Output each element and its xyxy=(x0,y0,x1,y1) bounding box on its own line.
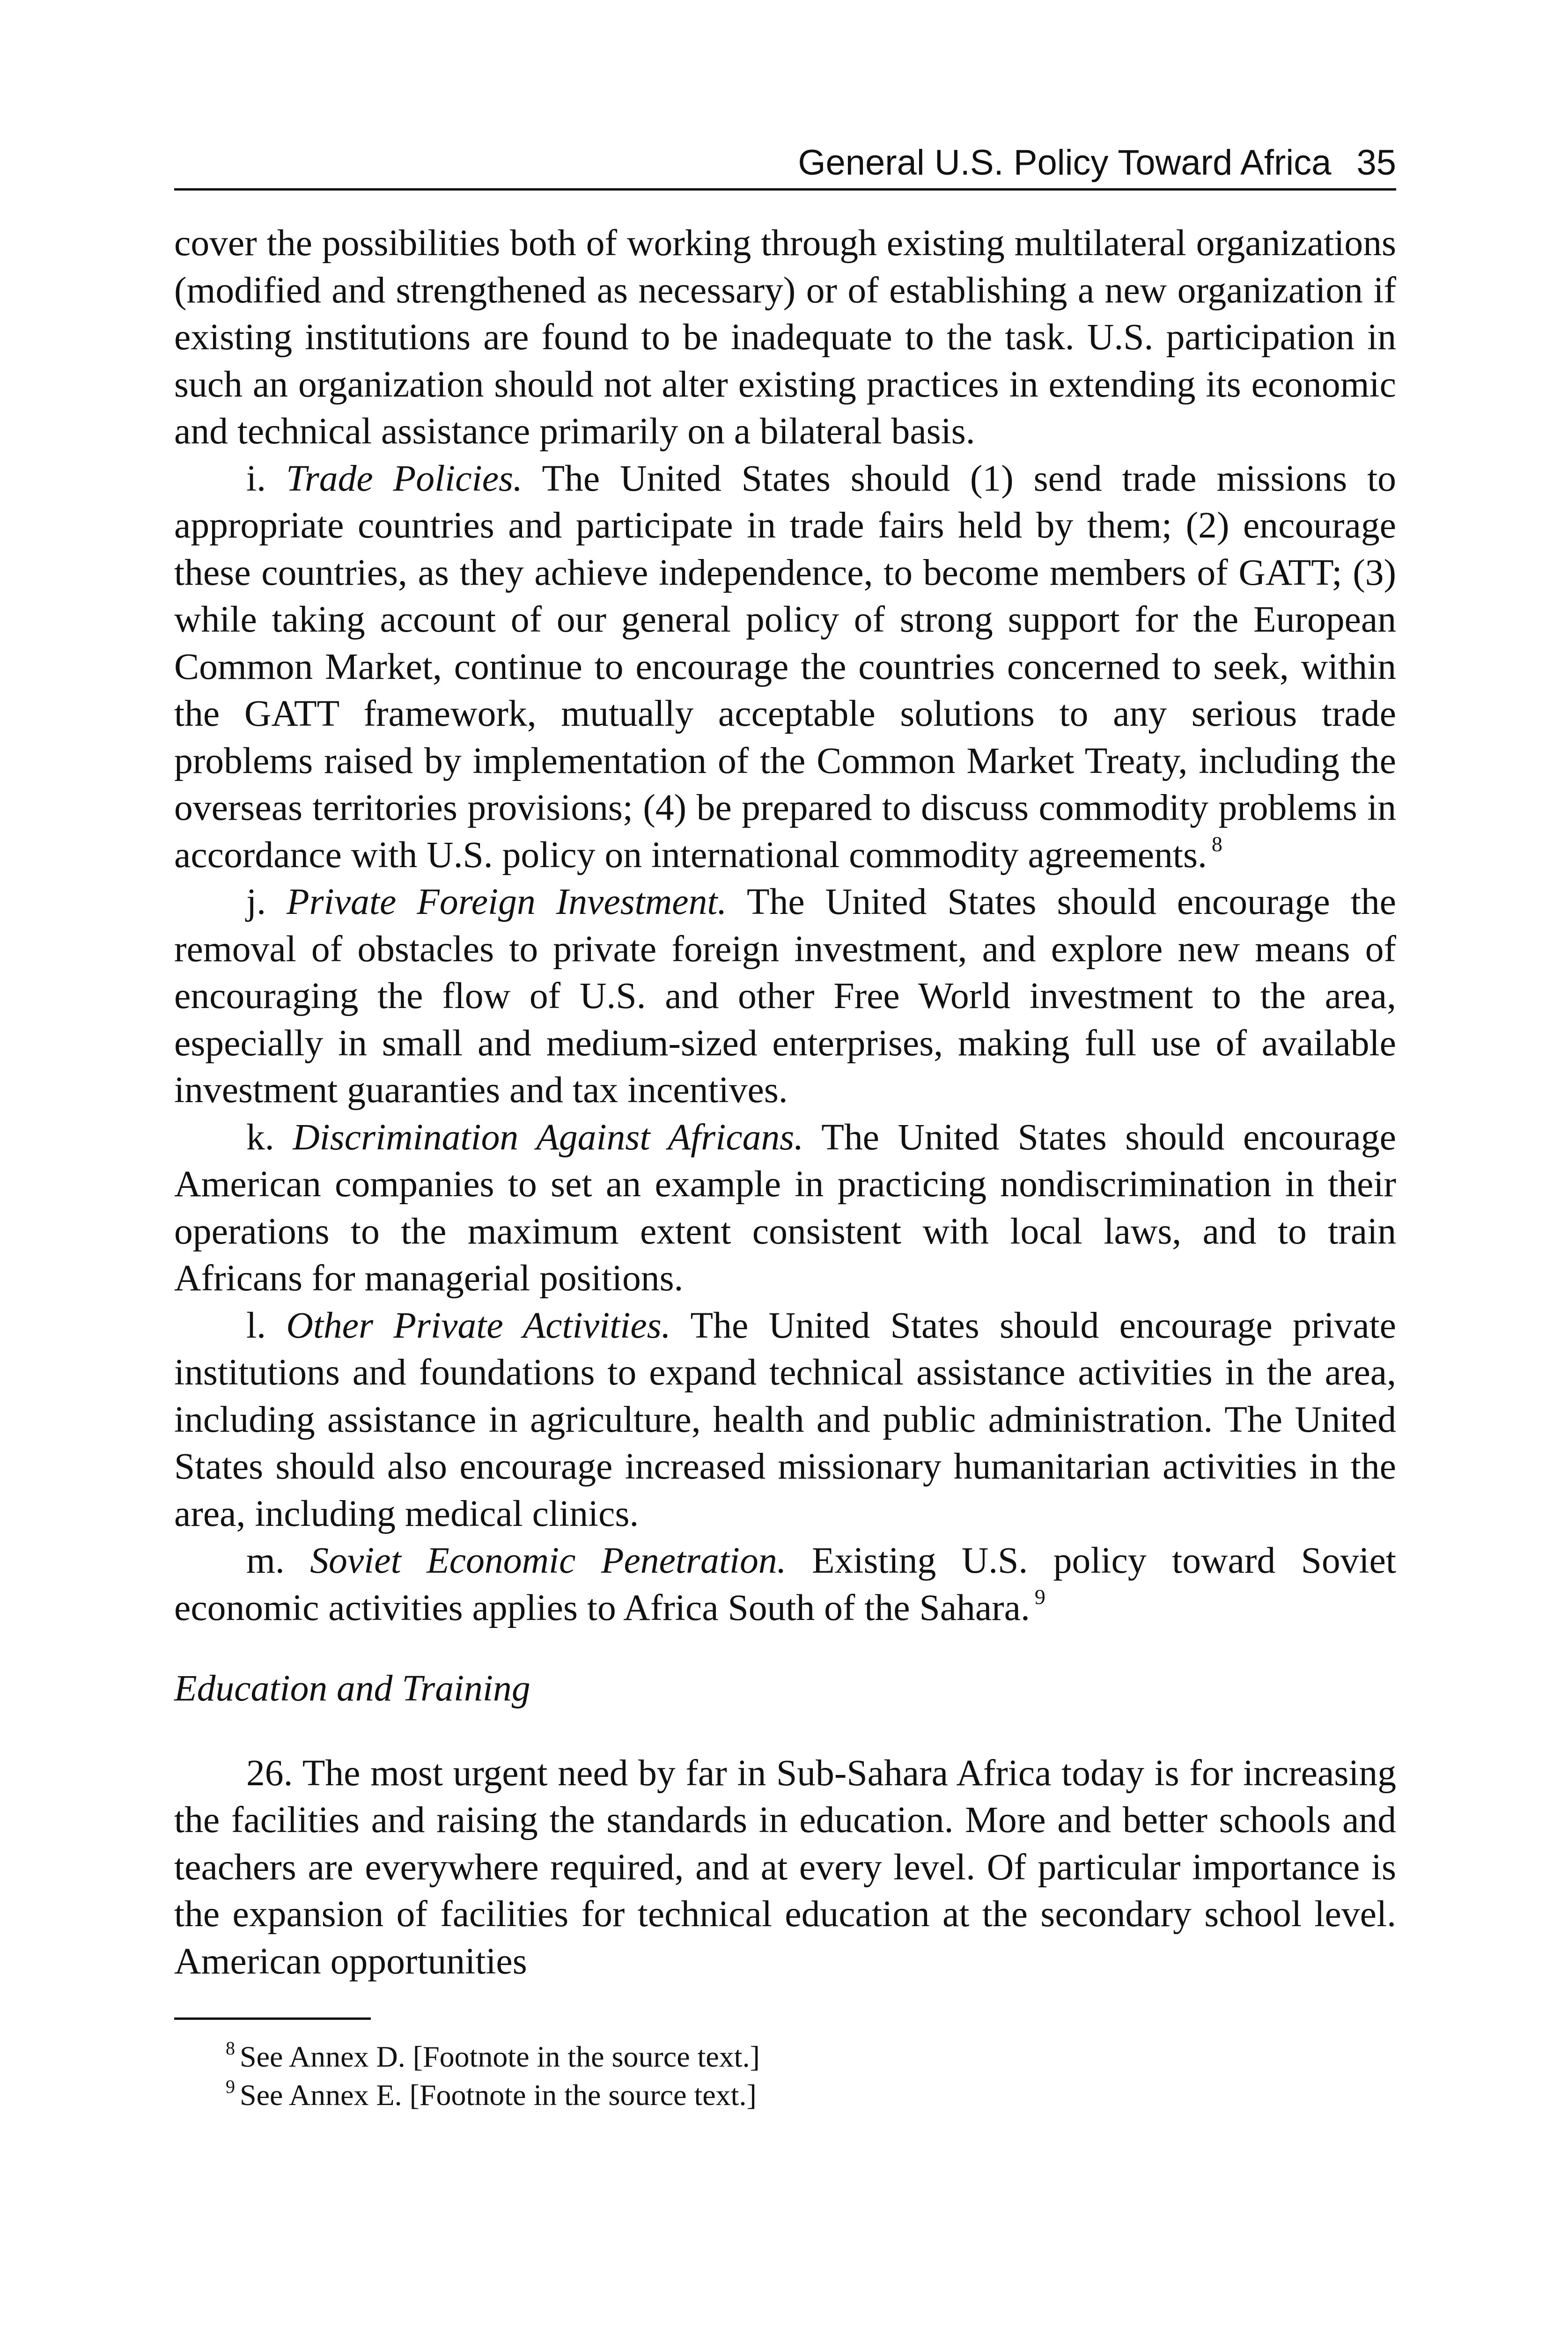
footnote-mark: 8 xyxy=(226,2038,235,2059)
paragraph-label: l. xyxy=(246,1304,266,1346)
footnote-reference: 8 xyxy=(1211,832,1222,856)
paragraph-soviet-economic-penetration xyxy=(174,1537,1396,1631)
paragraph-label: k. xyxy=(246,1116,274,1158)
document-page xyxy=(174,140,1396,2114)
paragraph-heading: Discrimination Against Africans. xyxy=(293,1116,804,1158)
paragraph-text: Existing U.S. policy toward Soviet economic activities applies to Africa South of the Sahara. xyxy=(174,1540,1396,1628)
footnote-divider xyxy=(174,2017,371,2020)
paragraph-other-private-activities xyxy=(174,1302,1396,1538)
footnote-reference: 9 xyxy=(1034,1584,1045,1609)
paragraph-text: 26. The most urgent need by far in Sub-Sahara Africa today is for increasing the facilities and raising the standards in education. More and better schools and teachers are everywhere required, and at every level. Of particular importance is the expansion of facilities for technical education at the secondary school level. American opportunities xyxy=(174,1752,1396,1982)
footnote xyxy=(226,2076,1396,2114)
paragraph-text: The United States should (1) send trade missions to appropriate countries and participate in trade fairs held by them; (2) encourage these countries, as they achieve independence, to become members of GATT; (3) while taking account of our general policy of strong support for the European Common Market, continue to encourage the countries concerned to seek, within the GATT framework, mutually acceptable solutions to any serious trade problems raised by implementation of the Common Market Treaty, including the overseas territories provisions; (4) be prepared to discuss commodity problems in accordance with U.S. policy on international commodity agreements. xyxy=(174,457,1396,876)
paragraph-heading: Soviet Economic Penetration. xyxy=(310,1540,787,1581)
body-text xyxy=(174,220,1396,1985)
paragraph-label: m. xyxy=(246,1540,285,1581)
paragraph-heading: Other Private Activities. xyxy=(286,1304,671,1346)
paragraph-text: cover the possibilities both of working through existing multilateral organizations (modified and strengthened as necessary) or of establishing a new organization if existing institutions are found to be inadequate to the task. U.S. participation in such an organization should not alter existing practices in extending its economic and technical assistance primarily on a bilateral basis. xyxy=(174,222,1396,452)
paragraph-heading: Trade Policies. xyxy=(286,457,523,499)
page-number: 35 xyxy=(1356,143,1396,183)
paragraph-education xyxy=(174,1750,1396,1985)
paragraph-label: j. xyxy=(246,881,266,922)
running-header xyxy=(174,140,1396,191)
paragraph-discrimination-against-africans xyxy=(174,1114,1396,1302)
paragraph-trade-policies xyxy=(174,455,1396,879)
footnote-text: See Annex E. [Footnote in the source text.] xyxy=(240,2078,757,2112)
paragraph-text: The United States should encourage the removal of obstacles to private foreign investment, and explore new means of encouraging the flow of U.S. and other Free World investment to the area, especially in small and medium-sized enterprises, making full use of available investment guaranties and tax incentives. xyxy=(174,881,1396,1111)
footnote-text: See Annex D. [Footnote in the source text.] xyxy=(240,2040,760,2073)
section-heading: Education and Training xyxy=(174,1668,530,1709)
paragraph-private-foreign-investment xyxy=(174,878,1396,1114)
footnotes xyxy=(174,2038,1396,2114)
footnote-mark: 9 xyxy=(226,2076,235,2097)
paragraph-heading: Private Foreign Investment. xyxy=(287,881,727,922)
paragraph-continuation xyxy=(174,220,1396,455)
footnote xyxy=(226,2038,1396,2076)
running-header-title: General U.S. Policy Toward Africa xyxy=(798,143,1332,183)
paragraph-label: i. xyxy=(246,457,266,499)
paragraph-text: The United States should encourage private institutions and foundations to expand technical assistance activities in the area, including assistance in agriculture, health and public administration. The United States should also encourage increased missionary humanitarian activities in the area, including medical clinics. xyxy=(174,1304,1396,1534)
paragraph-text: The United States should encourage American companies to set an example in practicing nondiscrimination in their operations to the maximum extent consistent with local laws, and to train Africans for managerial positions. xyxy=(174,1116,1396,1299)
